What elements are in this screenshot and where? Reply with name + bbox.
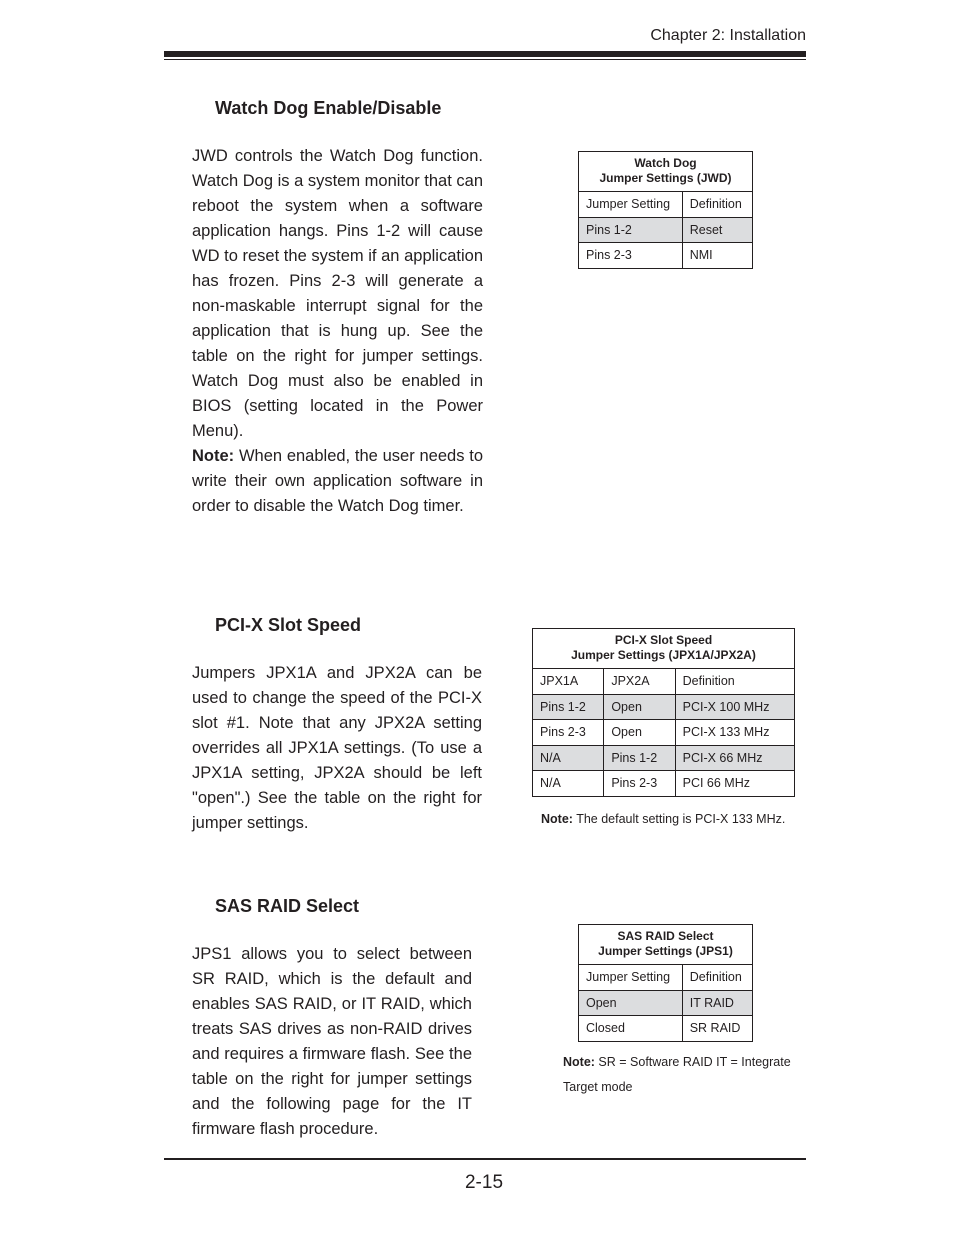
pcix-jumper-table [532, 628, 795, 797]
footer-rule [164, 1158, 806, 1160]
sasraid-note [563, 1050, 808, 1100]
table-header-cell: Definition [675, 669, 794, 695]
watchdog-note-label: Note: [192, 447, 235, 465]
table-cell: Open [579, 990, 683, 1016]
table-row [533, 720, 795, 746]
table-row [579, 990, 753, 1016]
watchdog-jumper-table [578, 151, 753, 269]
sasraid-note-label: Note: [563, 1055, 595, 1069]
pcix-table-caption-line2: Jumper Settings (JPX1A/JPX2A) [571, 648, 756, 662]
table-cell: IT RAID [682, 990, 752, 1016]
table-row [579, 217, 753, 243]
table-row [533, 745, 795, 771]
table-cell: PCI 66 MHz [675, 771, 794, 797]
table-row [533, 694, 795, 720]
watchdog-paragraph [192, 144, 483, 519]
pcix-note [541, 812, 785, 826]
pcix-heading: PCI-X Slot Speed [215, 615, 362, 635]
table-row [579, 1016, 753, 1042]
watchdog-note-text: When enabled, the user needs to write their own application software in order to disable the Watch Dog timer. [192, 447, 483, 515]
table-cell: Pins 1-2 [533, 694, 604, 720]
table-row [533, 771, 795, 797]
table-cell: N/A [533, 771, 604, 797]
sasraid-paragraph: JPS1 allows you to select between SR RAID, which is the default and enables SAS RAID, or IT RAID, which treats SAS drives as non-RAID drives and requires a firmware flash. See the table on the right for jumper settings and the following page for the IT firmware flash procedure. [192, 945, 472, 1138]
table-cell: N/A [533, 745, 604, 771]
table-header-cell: JPX2A [604, 669, 675, 695]
pcix-note-label: Note: [541, 812, 573, 826]
watchdog-heading: Watch Dog Enable/Disable [215, 98, 442, 118]
header-rule [164, 51, 806, 57]
table-header-cell: Definition [682, 965, 752, 991]
table-cell: Reset [682, 217, 752, 243]
table-header-cell: JPX1A [533, 669, 604, 695]
table-cell: PCI-X 100 MHz [675, 694, 794, 720]
table-cell: Pins 1-2 [579, 217, 683, 243]
table-cell: Pins 1-2 [604, 745, 675, 771]
table-header-cell: Jumper Setting [579, 965, 683, 991]
pcix-table-caption-line1: PCI-X Slot Speed [614, 633, 713, 647]
watchdog-table-caption-line2: Jumper Settings (JWD) [599, 171, 732, 185]
pcix-table-caption [533, 629, 795, 669]
table-cell: PCI-X 133 MHz [675, 720, 794, 746]
table-cell: Closed [579, 1016, 683, 1042]
table-cell: NMI [682, 243, 752, 269]
pcix-paragraph: Jumpers JPX1A and JPX2A can be used to change the speed of the PCI-X slot #1. Note that any JPX2A setting overrides all JPX1A settings. (To use a JPX1A setting, JPX2A should be left "open".) See the table on the right for jumper settings. [192, 664, 482, 832]
table-cell: PCI-X 66 MHz [675, 745, 794, 771]
header-rule-thin [164, 59, 806, 60]
sasraid-table-caption-line2: Jumper Settings (JPS1) [598, 944, 733, 958]
watchdog-table-caption-line1: Watch Dog [634, 156, 697, 170]
watchdog-body: JWD controls the Watch Dog function. Watch Dog is a system monitor that can reboot the system when a software application hangs. Pins 1-2 will cause WD to reset the system if an application has frozen. Pins 2-3 will generate a non-maskable interrupt signal for the application that is hung up. See the table on the right for jumper settings. Watch Dog must also be enabled in BIOS (setting located in the Power Menu). [192, 147, 483, 440]
watchdog-table-caption [579, 152, 753, 192]
table-header-cell: Definition [682, 192, 752, 218]
table-row [579, 243, 753, 269]
pcix-note-text: The default setting is PCI-X 133 MHz. [572, 812, 786, 826]
page-number: 2-15 [464, 1172, 504, 1193]
table-cell: Pins 2-3 [604, 771, 675, 797]
table-cell: SR RAID [682, 1016, 752, 1042]
table-cell: Pins 2-3 [533, 720, 604, 746]
sasraid-table-caption [579, 925, 753, 965]
chapter-title: Chapter 2: Installation [650, 27, 806, 44]
table-cell: Open [604, 720, 675, 746]
table-header-cell: Jumper Setting [579, 192, 683, 218]
sasraid-jumper-table [578, 924, 753, 1042]
sasraid-heading: SAS RAID Select [215, 896, 360, 916]
table-cell: Pins 2-3 [579, 243, 683, 269]
sasraid-note-text: SR = Software RAID IT = Integrate Target mode [563, 1055, 791, 1094]
table-cell: Open [604, 694, 675, 720]
sasraid-table-caption-line1: SAS RAID Select [617, 929, 714, 943]
